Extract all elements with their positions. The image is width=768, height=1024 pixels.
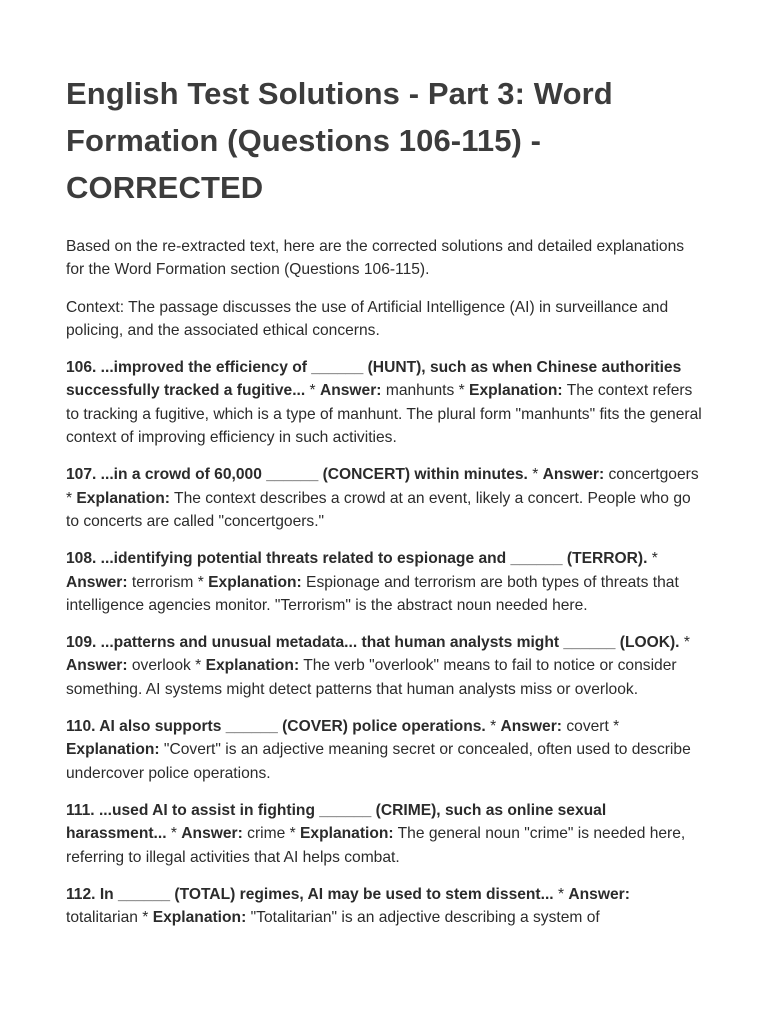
explanation-text: Espionage and terrorism are both types of threats that intelligence agencies monitor. "Terrorism" is the abstract noun needed here. bbox=[66, 573, 679, 614]
explanation-text: The verb "overlook" means to fail to notice or consider something. AI systems might detect patterns that human analysts miss or overlook. bbox=[66, 657, 677, 698]
explanation-label: Explanation: bbox=[469, 382, 563, 400]
question-item: 110. AI also supports ______ (COVER) police operations. * Answer: covert * Explanation: "Covert" is an adjective meaning secret or concealed, often used to describe undercover police operations. bbox=[66, 718, 691, 782]
context-paragraph: Context: The passage discusses the use of Artificial Intelligence (AI) in surveillance and policing, and the associated ethical concerns. bbox=[66, 298, 669, 339]
explanation-text: The context describes a crowd at an event, likely a concert. People who go to concerts are called "concertgoers." bbox=[66, 489, 691, 530]
question-item: 108. ...identifying potential threats related to espionage and ______ (TERROR). * Answer: terrorism * Explanation: Espionage and terrorism are both types of threats that intelligence agencies monitor. "Terrorism" is the abstract noun needed here. bbox=[66, 550, 679, 614]
answer-text: terrorism bbox=[131, 573, 194, 591]
question-item: 107. ...in a crowd of 60,000 ______ (CONCERT) within minutes. * Answer: concertgoers * Explanation: The context describes a crowd at an event, likely a concert. People who go to concerts are called "concertgoers." bbox=[66, 466, 699, 530]
answer-text: totalitarian bbox=[66, 909, 138, 927]
question-item: 109. ...patterns and unusual metadata... that human analysts might ______ (LOOK). * Answer: overlook * Explanation: The verb "overlook" means to fail to notice or consider something. AI systems might detect patterns that human analysts miss or overlook. bbox=[66, 634, 690, 698]
explanation-text: "Totalitarian" is an adjective describing a system of bbox=[250, 909, 600, 927]
answer-label: Answer: bbox=[66, 573, 128, 591]
question-text: 110. AI also supports ______ (COVER) police operations. bbox=[66, 718, 486, 736]
answer-label: Answer: bbox=[542, 466, 605, 484]
explanation-label: Explanation: bbox=[152, 909, 247, 927]
answer-text: overlook bbox=[131, 657, 191, 675]
question-item: 112. In ______ (TOTAL) regimes, AI may be used to stem dissent... * Answer: totalitarian * Explanation: "Totalitarian" is an adjective describing a system of bbox=[66, 885, 630, 927]
answer-label: Answer: bbox=[319, 382, 382, 400]
question-item: 106. ...improved the efficiency of ______ (HUNT), such as when Chinese authorities successfully tracked a fugitive... * Answer: manhunts * Explanation: The context refers to tracking a fugitive, which is a type of manhunt. The plural form "manhunts" fits the general context of improving efficiency in such activities. bbox=[66, 359, 702, 447]
question-item: 111. ...used AI to assist in fighting ______ (CRIME), such as online sexual harassment... * Answer: crime * Explanation: The general noun "crime" is needed here, referring to illegal activities that AI helps combat. bbox=[66, 801, 686, 866]
question-text: 112. In ______ (TOTAL) regimes, AI may be used to stem dissent... bbox=[66, 885, 554, 903]
explanation-label: Explanation: bbox=[205, 657, 300, 675]
question-text: 106. ...improved the efficiency of ______ (HUNT), such as when Chinese authorities successfully tracked a fugitive... bbox=[66, 359, 682, 400]
page-title: English Test Solutions - Part 3: Word Formation (Questions 106-115) - CORRECTED bbox=[66, 76, 613, 205]
explanation-text: "Covert" is an adjective meaning secret or concealed, often used to describe undercover police operations. bbox=[66, 741, 691, 782]
answer-text: covert bbox=[566, 718, 609, 736]
explanation-text: The general noun "crime" is needed here, referring to illegal activities that AI helps combat. bbox=[66, 825, 686, 866]
answer-text: manhunts bbox=[385, 382, 455, 400]
explanation-label: Explanation: bbox=[66, 741, 160, 759]
question-text: 109. ...patterns and unusual metadata... that human analysts might ______ (LOOK). bbox=[66, 634, 680, 652]
answer-label: Answer: bbox=[181, 825, 243, 843]
document-page bbox=[66, 70, 706, 943]
answer-text: crime bbox=[247, 825, 286, 843]
question-text: 108. ...identifying potential threats related to espionage and ______ (TERROR). bbox=[66, 550, 648, 568]
answer-label: Answer: bbox=[500, 718, 562, 736]
explanation-label: Explanation: bbox=[208, 573, 302, 591]
answer-text: concertgoers bbox=[608, 466, 699, 484]
explanation-label: Explanation: bbox=[76, 489, 170, 507]
question-text: 107. ...in a crowd of 60,000 ______ (CONCERT) within minutes. bbox=[66, 466, 528, 484]
answer-label: Answer: bbox=[568, 885, 630, 903]
answer-label: Answer: bbox=[66, 657, 128, 675]
intro-paragraph: Based on the re-extracted text, here are the corrected solutions and detailed explanations for the Word Formation section (Questions 106-115). bbox=[66, 238, 685, 279]
explanation-text: The context refers to tracking a fugitive, which is a type of manhunt. The plural form "manhunts" fits the general context of improving efficiency in such activities. bbox=[66, 382, 702, 447]
explanation-label: Explanation: bbox=[300, 825, 394, 843]
question-text: 111. ...used AI to assist in fighting ______ (CRIME), such as online sexual harassment... bbox=[66, 801, 607, 843]
